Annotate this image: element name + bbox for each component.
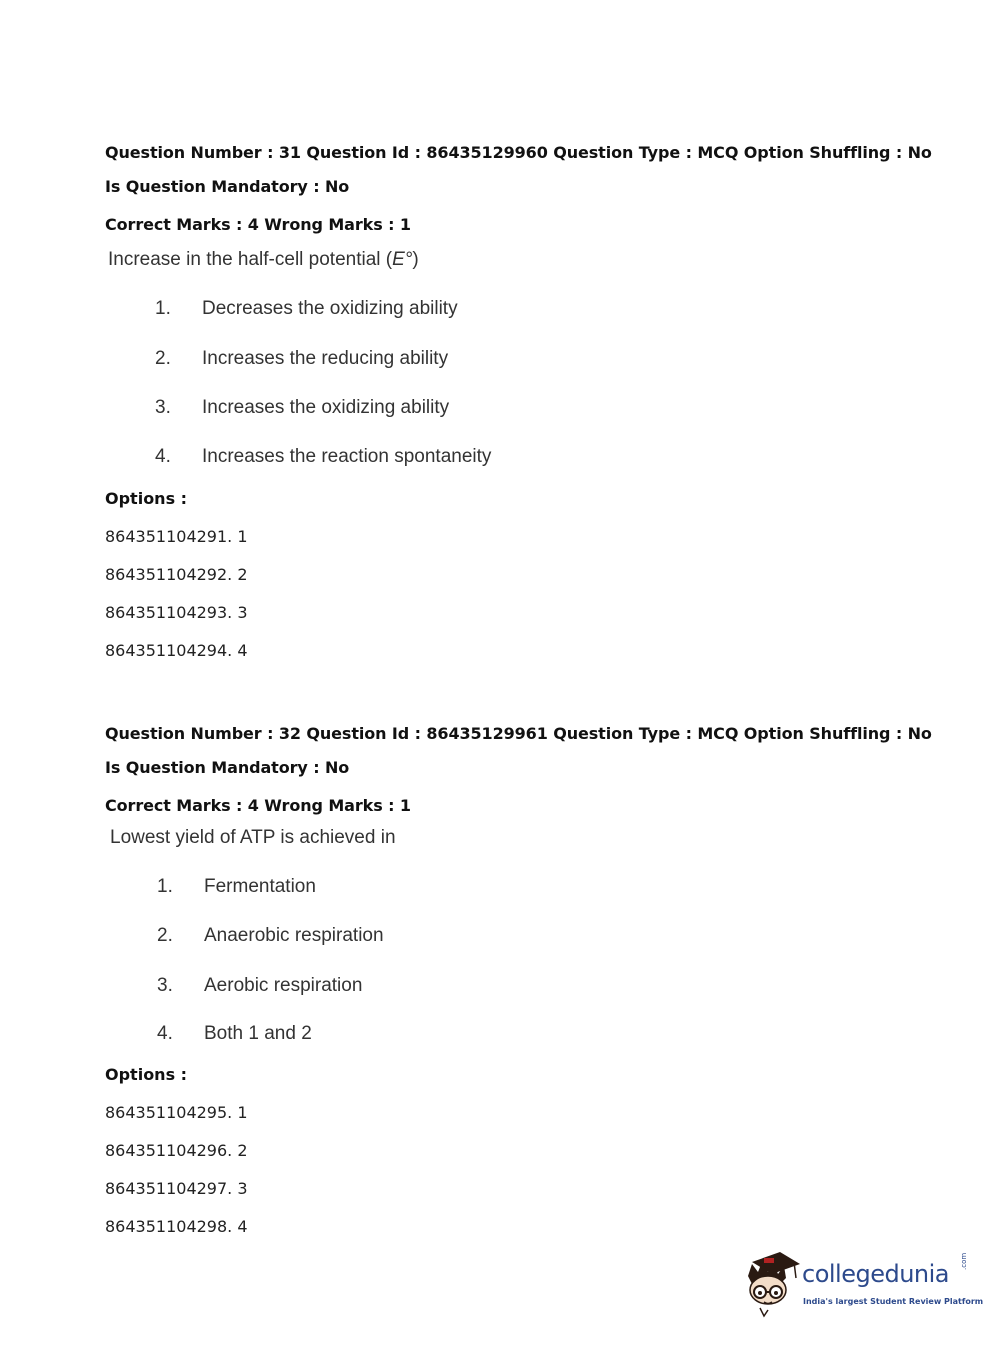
options-heading: Options : bbox=[105, 1065, 188, 1084]
choice-number: 2. bbox=[155, 348, 171, 369]
question-mandatory: Is Question Mandatory : No bbox=[105, 758, 350, 777]
choice-number: 4. bbox=[157, 1023, 173, 1044]
choice-number: 3. bbox=[157, 975, 173, 996]
question-mandatory: Is Question Mandatory : No bbox=[105, 177, 350, 196]
choice-text: Decreases the oxidizing ability bbox=[202, 298, 458, 319]
question-marks: Correct Marks : 4 Wrong Marks : 1 bbox=[105, 215, 411, 234]
mascot-icon bbox=[742, 1250, 804, 1320]
logo-domain-suffix: .com bbox=[960, 1252, 968, 1270]
choice-text: Fermentation bbox=[204, 876, 316, 897]
choice-text: Both 1 and 2 bbox=[204, 1023, 312, 1044]
question-stem-text: Increase in the half-cell potential ( bbox=[108, 249, 393, 270]
choice-number: 3. bbox=[155, 397, 171, 418]
choice-number: 1. bbox=[157, 876, 173, 897]
choice-text: Increases the reducing ability bbox=[202, 348, 449, 369]
option-id: 864351104296. 2 bbox=[105, 1141, 248, 1160]
choice-text: Increases the oxidizing ability bbox=[202, 397, 450, 418]
option-id: 864351104294. 4 bbox=[105, 641, 248, 660]
choice-number: 2. bbox=[157, 925, 173, 946]
choice-number: 1. bbox=[155, 298, 171, 319]
option-id: 864351104297. 3 bbox=[105, 1179, 248, 1198]
collegedunia-logo bbox=[742, 1250, 984, 1320]
options-heading: Options : bbox=[105, 489, 188, 508]
question-marks: Correct Marks : 4 Wrong Marks : 1 bbox=[105, 796, 411, 815]
option-id: 864351104291. 1 bbox=[105, 527, 248, 546]
question-meta-line: Question Number : 31 Question Id : 86435129960 Question Type : MCQ Option Shuffling : No bbox=[105, 143, 932, 162]
question-meta-line: Question Number : 32 Question Id : 86435129961 Question Type : MCQ Option Shuffling : No bbox=[105, 724, 932, 743]
logo-brand-text: collegedunia bbox=[802, 1260, 950, 1288]
choice-text: Anaerobic respiration bbox=[204, 925, 384, 946]
question-stem: Lowest yield of ATP is achieved in bbox=[110, 827, 396, 848]
option-id: 864351104292. 2 bbox=[105, 565, 248, 584]
choice-text: Aerobic respiration bbox=[204, 975, 363, 996]
option-id: 864351104293. 3 bbox=[105, 603, 248, 622]
logo-tagline: India's largest Student Review Platform bbox=[803, 1297, 984, 1306]
question-stem-close: ) bbox=[412, 249, 419, 270]
option-id: 864351104295. 1 bbox=[105, 1103, 248, 1122]
choice-text: Increases the reaction spontaneity bbox=[202, 446, 492, 467]
question-stem bbox=[108, 249, 419, 271]
question-stem-symbol: E° bbox=[392, 249, 413, 270]
choice-number: 4. bbox=[155, 446, 171, 467]
option-id: 864351104298. 4 bbox=[105, 1217, 248, 1236]
